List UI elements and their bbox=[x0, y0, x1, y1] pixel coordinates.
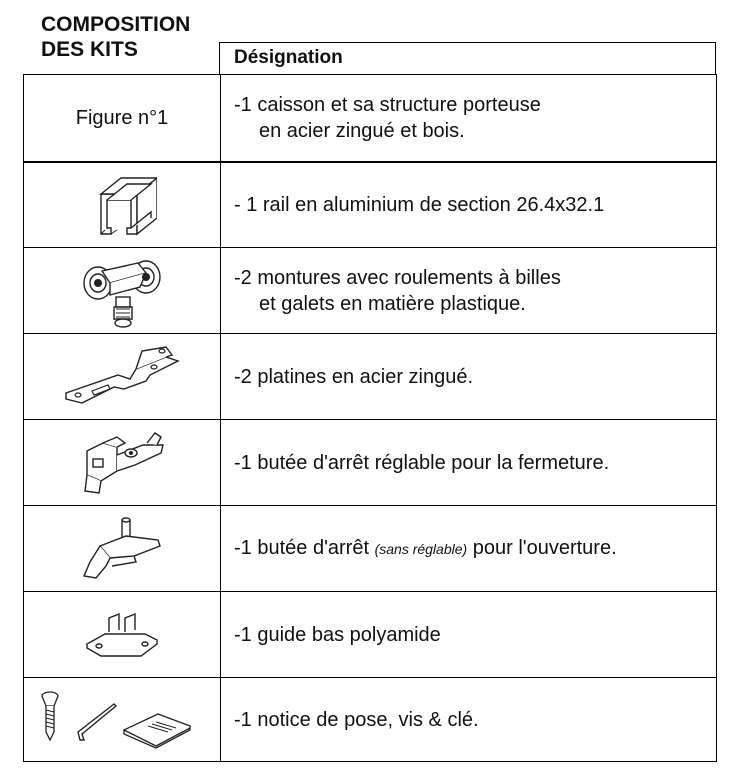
screw-key-manual-icon bbox=[38, 690, 208, 750]
designation-cell bbox=[221, 334, 716, 419]
designation-cell bbox=[221, 678, 716, 761]
designation-cell bbox=[221, 75, 716, 161]
designation-cell bbox=[221, 163, 716, 247]
designation-cell bbox=[221, 420, 716, 505]
designation-text-end: pour l'ouverture. bbox=[467, 537, 617, 559]
kit-composition-table bbox=[23, 42, 717, 762]
designation-cell bbox=[221, 506, 716, 591]
table-row bbox=[24, 677, 716, 761]
fixed-stop-icon bbox=[80, 516, 164, 582]
icon-cell bbox=[24, 334, 221, 419]
designation-header bbox=[219, 42, 716, 74]
designation-line-1: -1 notice de pose, vis & clé. bbox=[234, 708, 479, 731]
table-row bbox=[24, 591, 716, 677]
table-row bbox=[24, 419, 716, 505]
designation-cell bbox=[221, 592, 716, 677]
designation-line-1 bbox=[234, 535, 617, 562]
table-body bbox=[23, 74, 717, 762]
roller-carriage-icon bbox=[80, 253, 164, 329]
title-line-2: DES KITS bbox=[41, 38, 138, 61]
designation-line-2: et galets en matière plastique. bbox=[259, 292, 526, 315]
adjustable-stop-icon bbox=[77, 431, 167, 495]
designation-line-1: -1 guide bas polyamide bbox=[234, 623, 441, 646]
designation-line-2: en acier zingué et bois. bbox=[259, 120, 465, 142]
figure-cell bbox=[24, 75, 221, 161]
designation-text-start: -1 butée d'arrêt bbox=[234, 537, 375, 559]
icon-cell bbox=[24, 592, 221, 677]
table-row bbox=[24, 333, 716, 419]
designation-line-1: -1 butée d'arrêt réglable pour la fermeture. bbox=[234, 451, 610, 474]
mounting-plate-icon bbox=[62, 345, 182, 409]
icon-cell bbox=[24, 678, 221, 761]
designation-line-1: -2 platines en acier zingué. bbox=[234, 365, 474, 388]
rail-icon bbox=[87, 172, 157, 238]
floor-guide-icon bbox=[85, 610, 159, 660]
designation-line-1: - 1 rail en aluminium de section 26.4x32.1 bbox=[234, 194, 605, 216]
designation-line-1: -2 montures avec roulements à billes bbox=[234, 266, 561, 289]
designation-header-label: Désignation bbox=[234, 47, 343, 68]
table-row bbox=[24, 161, 716, 247]
designation-note: (sans réglable) bbox=[374, 541, 468, 557]
icon-cell bbox=[24, 420, 221, 505]
title-line-1: COMPOSITION bbox=[41, 13, 191, 36]
table-row bbox=[24, 247, 716, 333]
icon-cell bbox=[24, 163, 221, 247]
table-row bbox=[24, 75, 716, 161]
table-row bbox=[24, 505, 716, 591]
icon-cell bbox=[24, 506, 221, 591]
designation-cell bbox=[221, 248, 716, 333]
designation-line-1: -1 caisson et sa structure porteuse bbox=[234, 94, 541, 116]
icon-cell bbox=[24, 248, 221, 333]
figure-label: Figure n°1 bbox=[75, 106, 169, 129]
